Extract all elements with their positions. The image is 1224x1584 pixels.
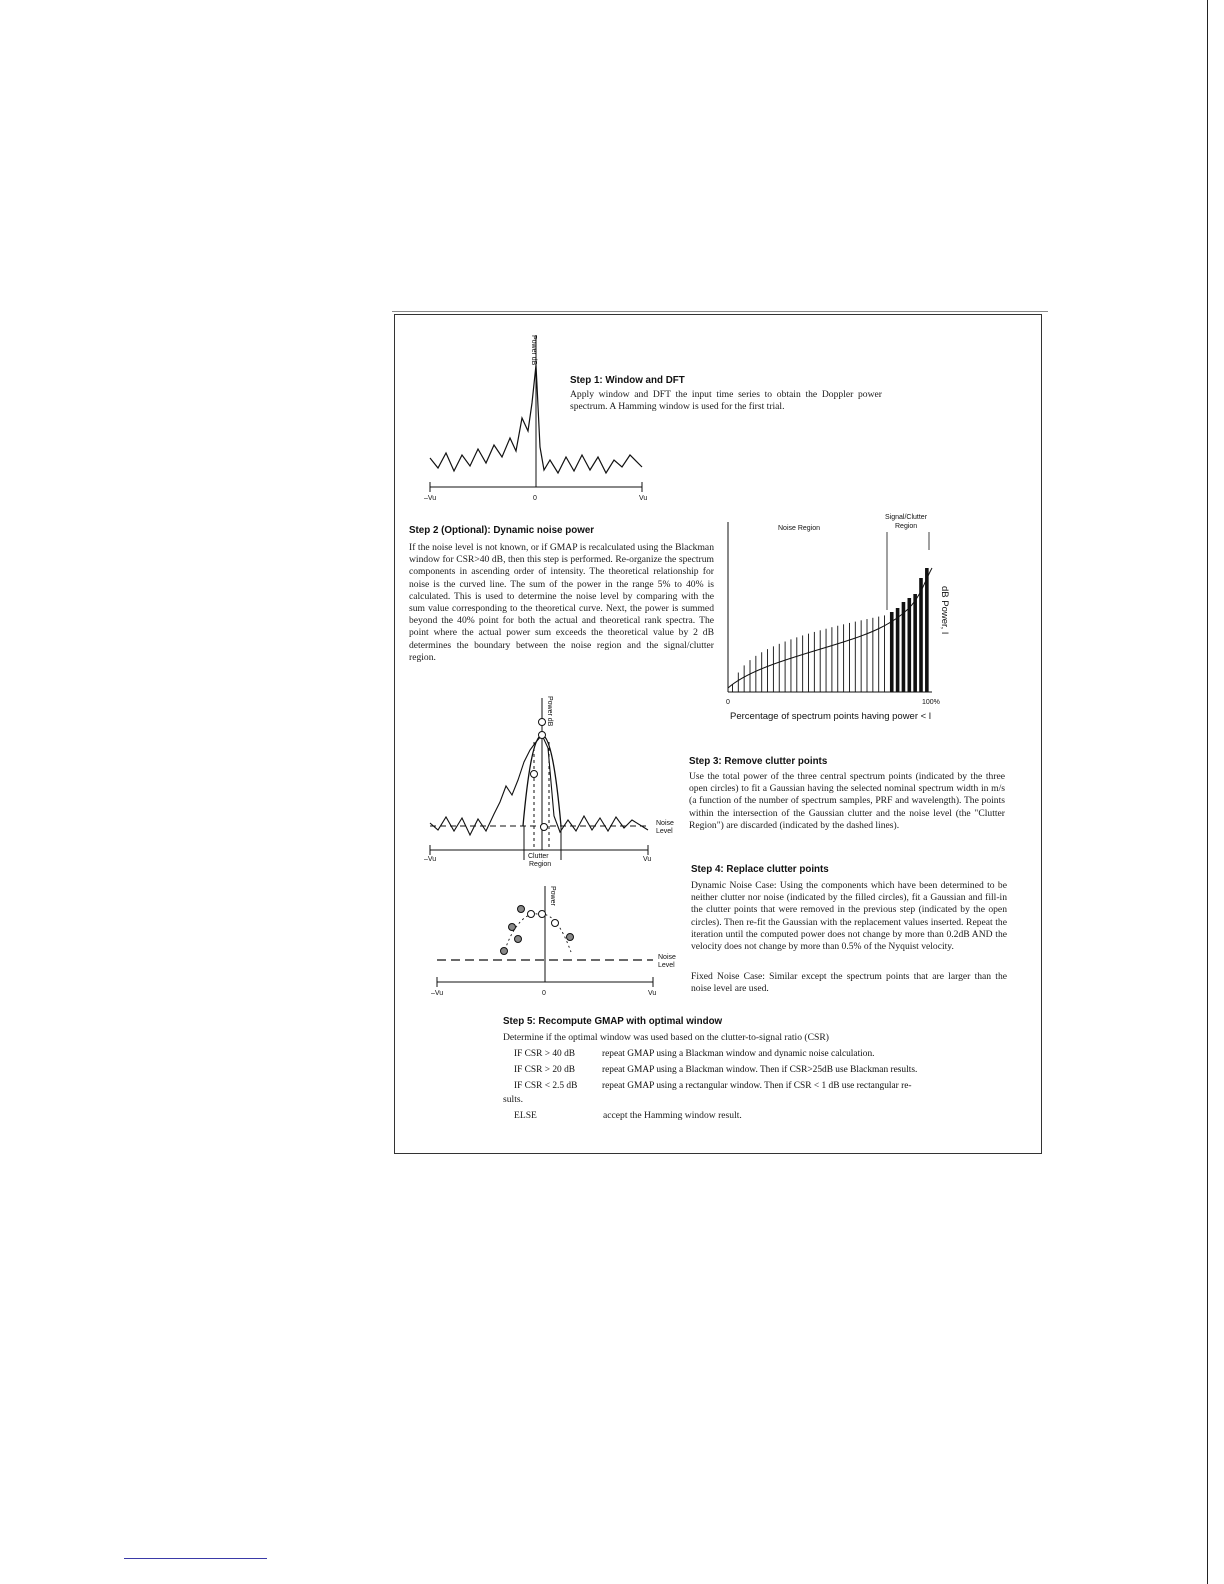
rank-bar — [878, 617, 879, 692]
rank-bar — [755, 656, 756, 692]
step3-xmin: –Vu — [424, 856, 437, 863]
step4-xmid: 0 — [542, 990, 546, 997]
step2-rank-chart — [720, 510, 970, 726]
step4-body-fixed: Fixed Noise Case: Similar except the spectrum points that are larger than the noise level are used. — [691, 971, 1007, 995]
signal-region-label-1: Signal/Clutter — [885, 514, 928, 521]
rank-bar — [872, 618, 873, 692]
step3-ylabel: Power dB — [546, 696, 553, 727]
rank-bar — [791, 639, 792, 692]
step3-noise-label-1: Noise — [656, 820, 674, 827]
rank-bar — [896, 608, 900, 692]
step1-ylabel: Power dB — [530, 335, 537, 366]
rank-bar — [890, 612, 894, 692]
step3-body: Use the total power of the three central spectrum points (indicated by the three open circles) to fit a Gaussian having the selected nominal spectrum width in m/s (a function of the number of spectrum samples, PRF and wavelength). The points within the intersection of the Gaussian clutter and the noise level (the "Clutter Region") are discarded (indicated by the dashed lines). — [689, 771, 1005, 831]
rank-bar — [785, 642, 786, 692]
step1-xmin: –Vu — [424, 495, 437, 502]
rank-bar — [925, 568, 929, 692]
page-edge — [1207, 0, 1208, 1584]
step2-heading: Step 2 (Optional): Dynamic noise power — [409, 525, 595, 536]
rank-bar — [908, 598, 912, 692]
noise-region-label: Noise Region — [778, 525, 821, 532]
step4-heading: Step 4: Replace clutter points — [691, 864, 829, 875]
step3-heading: Step 3: Remove clutter points — [689, 756, 828, 767]
step4-ylabel: Power — [549, 886, 556, 906]
rank-ylabel: dB Power, l — [939, 586, 950, 635]
rank-bar — [884, 615, 885, 692]
step4-noise-label-2: Level — [658, 962, 675, 969]
rank-bar — [867, 619, 868, 692]
step3-xmax: Vu — [643, 856, 652, 863]
step3-spectrum-line — [430, 735, 648, 835]
rank-bar — [808, 634, 809, 692]
rank-bar — [855, 622, 856, 692]
step2-body: If the noise level is not known, or if GMAP is recalculated using the Blackman window for CSR>40 dB, then this step is performed. Re-organize the spectrum components in ascending order of intensity. The theoretical relationship for noise is the curved line. The sum of the power in the range 5% to 40% is calculated. This is used to determine the noise level by comparing with the sum value corresponding to the theoretical curve. Next, the power is summed beyond the 40% point for both the actual and theoretical rank spectra. The point where the actual power sum exceeds the theoretical value by 2 dB determines the boundary between the noise region and the signal/clutter region. — [409, 542, 714, 663]
rank-xmax: 100% — [922, 699, 940, 706]
rank-bar — [902, 602, 906, 692]
step3-clutter-label-1: Clutter — [528, 853, 549, 860]
rank-bar — [913, 594, 917, 692]
step4-body-dynamic: Dynamic Noise Case: Using the components which have been determined to be neither clutter nor noise (indicated by the filled circles), fit a Gaussian and fill-in the clutter points that were removed in the previous step (indicated by the open circles). Then re-fit the Gaussian with the replacement values inserted. Repeat the iteration until the computed power does not change by more than 0.2dB AND the velocity does not change by more than 0.5% of the Nyquist velocity. — [691, 880, 1007, 953]
step5-heading: Step 5: Recompute GMAP with optimal window — [503, 1016, 723, 1027]
rank-bar — [761, 652, 762, 692]
rank-bar — [767, 649, 768, 692]
rank-bar — [826, 629, 827, 692]
rule-row: IF CSR < 2.5 dB repeat GMAP using a rectangular window. Then if CSR < 1 dB use rectangular re- — [514, 1081, 912, 1091]
rank-bar — [814, 632, 815, 692]
rank-bar — [919, 578, 923, 692]
step3-noise-label-2: Level — [656, 828, 673, 835]
rank-bar — [820, 630, 821, 692]
rank-bars — [732, 568, 929, 692]
rank-bar — [837, 626, 838, 692]
rank-bar — [750, 660, 751, 692]
rule3-continuation: sults. — [503, 1094, 523, 1105]
step5-intro: Determine if the optimal window was used based on the clutter-to-signal ratio (CSR) — [503, 1032, 829, 1043]
step1-body: Apply window and DFT the input time series to obtain the Doppler power spectrum. A Hamming window is used for the first trial. — [570, 389, 882, 413]
else-action: accept the Hamming window result. — [603, 1110, 742, 1121]
theoretical-noise-curve — [728, 568, 932, 688]
rank-xlabel: Percentage of spectrum points having power < l — [730, 711, 931, 722]
rule-row: IF CSR > 40 dB repeat GMAP using a Blackman window and dynamic noise calculation. — [514, 1049, 875, 1059]
rank-xmin: 0 — [726, 699, 730, 706]
step5-rules — [514, 1048, 917, 1096]
signal-region-label-2: Region — [895, 523, 918, 530]
rank-bar — [843, 624, 844, 692]
step1-xmax: Vu — [639, 495, 648, 502]
step3-clutter-label-2: Region — [529, 861, 552, 868]
footnote-rule — [124, 1558, 267, 1559]
rank-bar — [796, 637, 797, 692]
step4-xmin: –Vu — [431, 990, 444, 997]
rank-bar — [744, 665, 745, 692]
rule-row: IF CSR > 20 dB repeat GMAP using a Blackman window. Then if CSR>25dB use Blackman results. — [514, 1065, 918, 1075]
else-cond: ELSE — [514, 1110, 537, 1121]
rank-bar — [849, 623, 850, 692]
step4-noise-label-1: Noise — [658, 954, 676, 961]
rank-bar — [802, 635, 803, 692]
top-rule — [392, 311, 1048, 312]
rank-bar — [861, 620, 862, 692]
step1-xmid: 0 — [533, 495, 537, 502]
step1-heading: Step 1: Window and DFT — [570, 375, 685, 386]
step1-spectrum-plot — [420, 325, 660, 505]
rank-bar — [738, 673, 739, 692]
rank-bar — [831, 627, 832, 692]
rank-bar — [779, 644, 780, 692]
rank-bar — [773, 646, 774, 692]
step3-clutter-plot — [420, 690, 690, 875]
step4-replace-plot — [425, 880, 695, 1002]
step4-xmax: Vu — [648, 990, 657, 997]
